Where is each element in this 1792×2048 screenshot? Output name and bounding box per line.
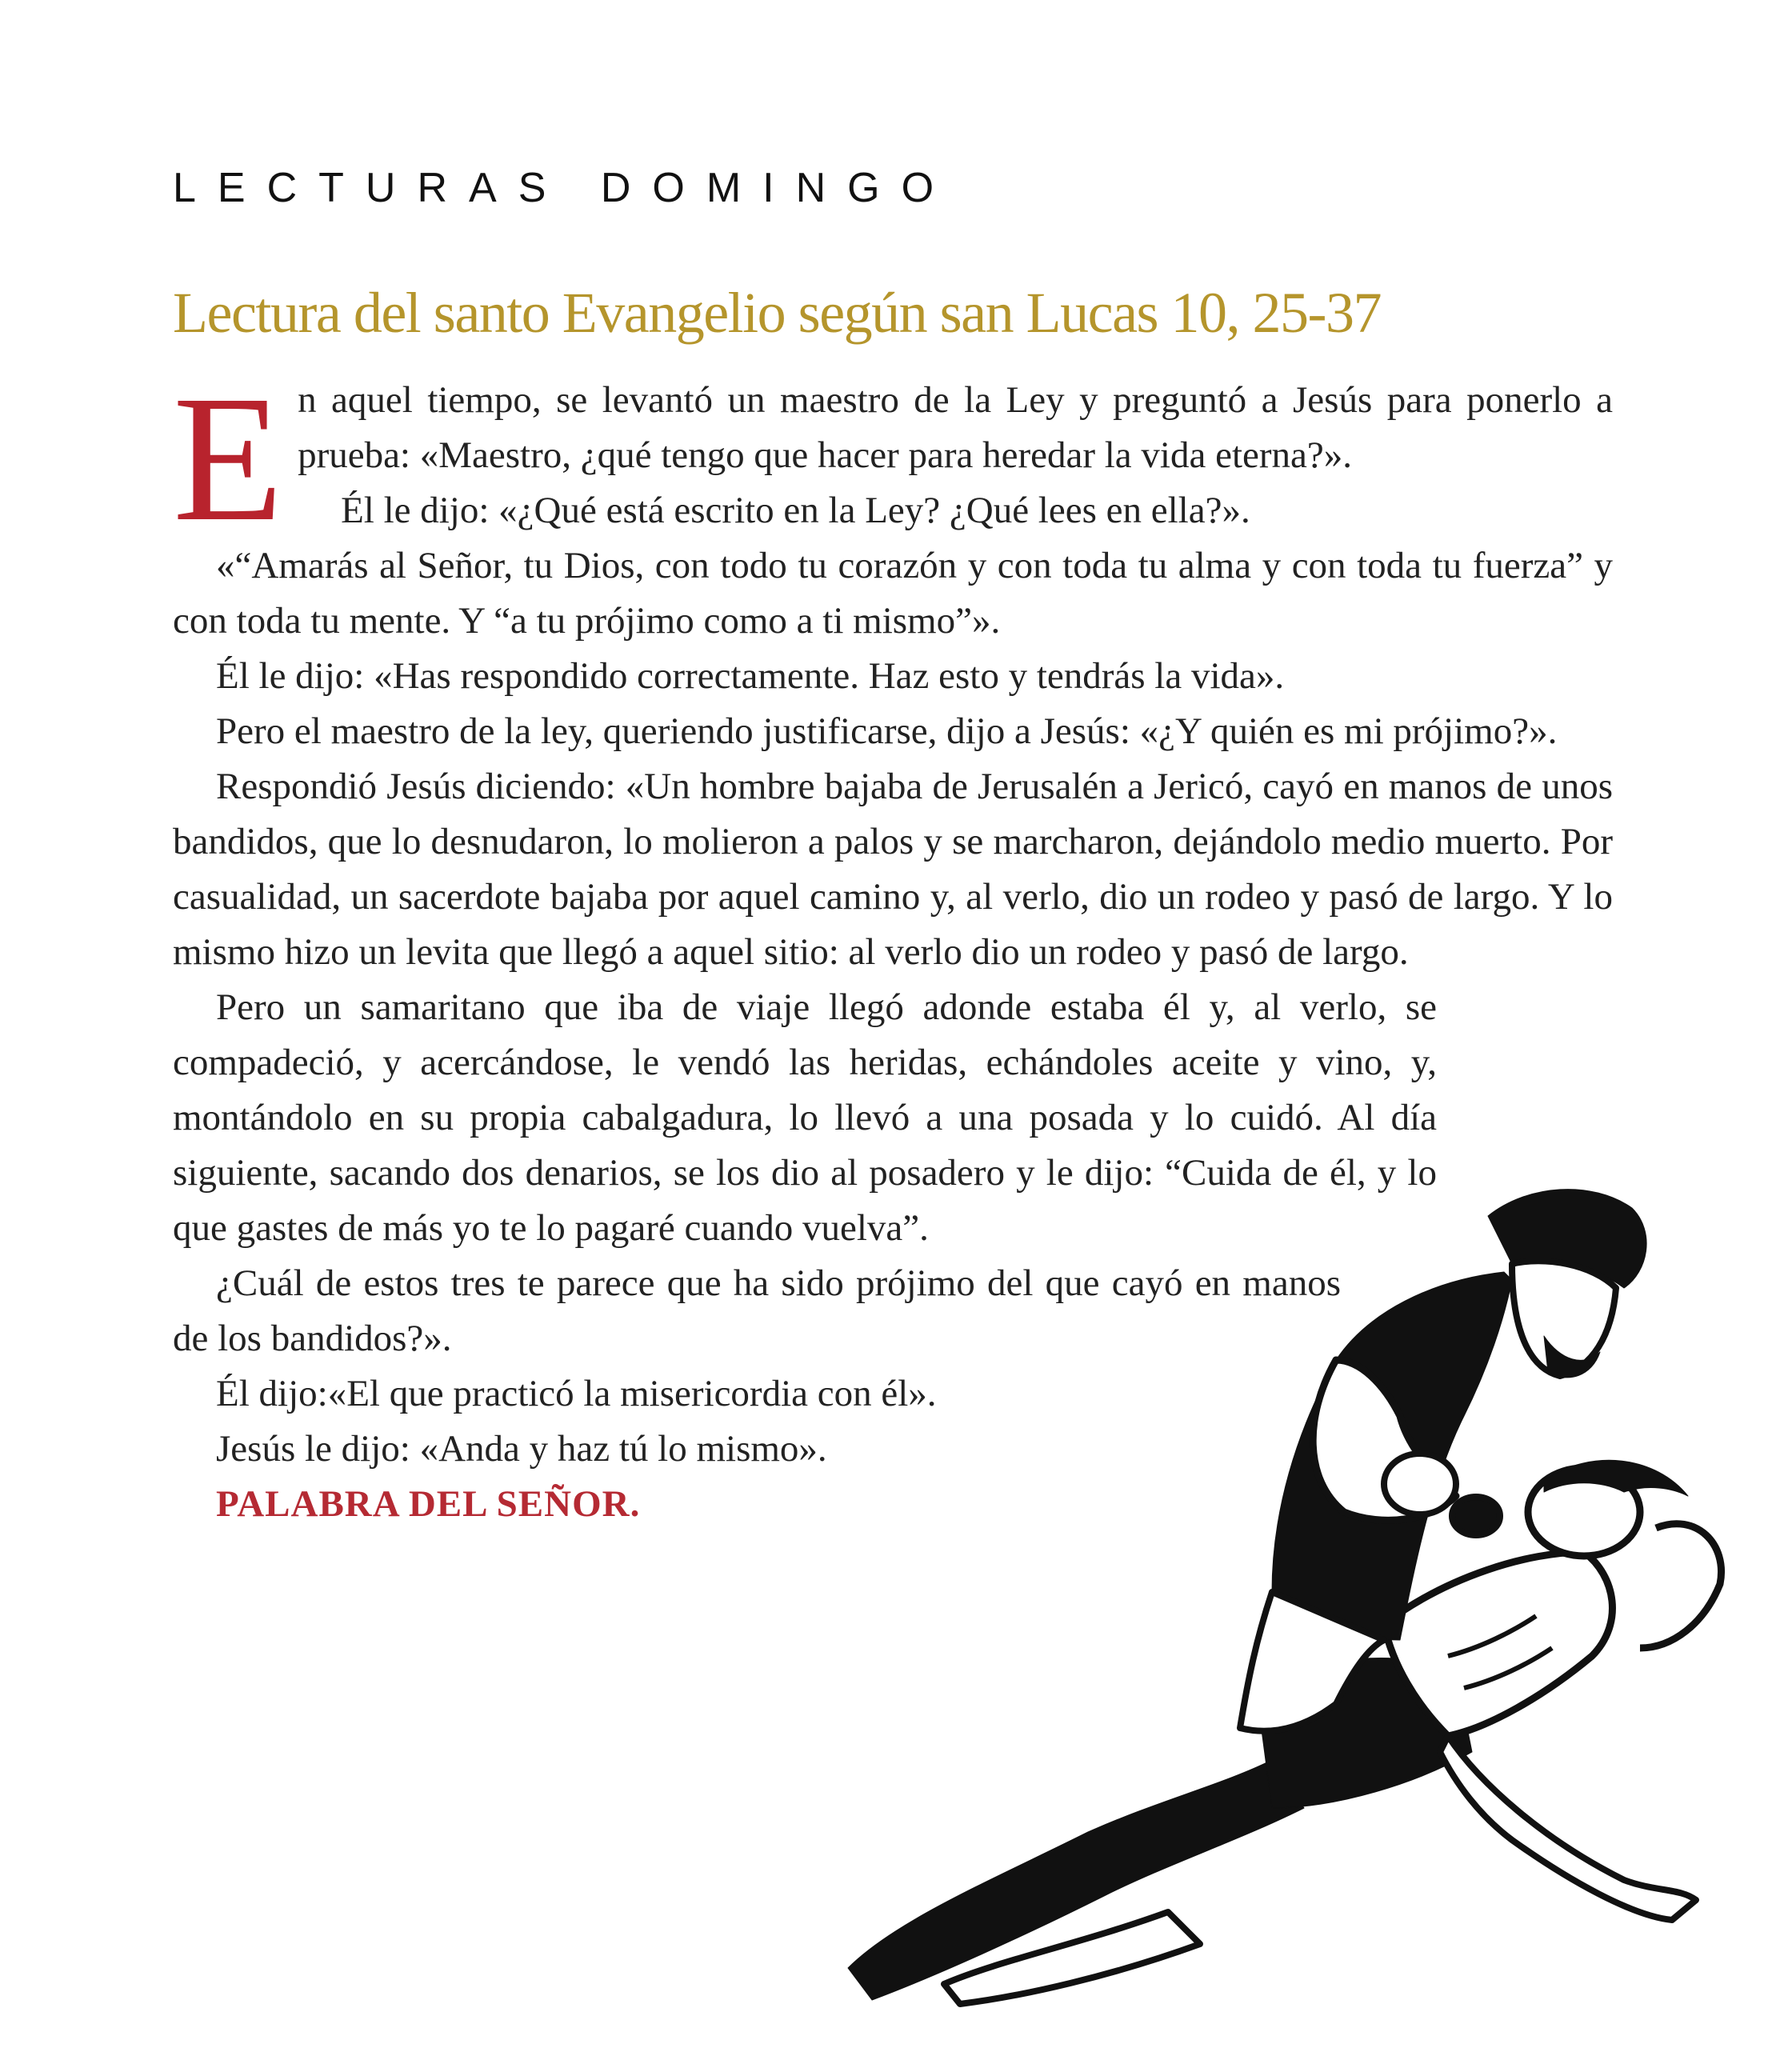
section-label: LECTURAS DOMINGO (173, 165, 956, 211)
paragraph-2: Él le dijo: «¿Qué está escrito en la Ley? ¿Qué lees en ella?». (341, 490, 1250, 531)
paragraph-3: «“Amarás al Señor, tu Dios, con todo tu corazón y con toda tu alma y con toda tu fuerza” y con toda tu mente. Y “a tu prójimo como a ti mismo”». (173, 545, 1613, 642)
drop-cap: E (173, 358, 284, 558)
reading-title: Lectura del santo Evangelio según san Lucas 10, 25-37 (173, 281, 1382, 345)
paragraph-9: Él dijo:«El que practicó la misericordia con él». (216, 1373, 937, 1414)
paragraph-6: Respondió Jesús diciendo: «Un hombre bajaba de Jerusalén a Jericó, cayó en manos de unos bandidos, que lo desnudaron, lo molieron a palos y se marcharon, dejándolo medio muerto. Por casualidad, un sacerdote bajaba por aquel camino y, al verlo, dio un rodeo y pasó de largo. Y lo mismo hizo un levita que llegó a aquel sitio: al verlo dio un rodeo y pasó de largo. (173, 766, 1613, 973)
closing-acclamation: PALABRA DEL SEÑOR. (216, 1483, 641, 1525)
paragraph-10: Jesús le dijo: «Anda y haz tú lo mismo». (216, 1428, 827, 1470)
paragraph-4: Él le dijo: «Has respondido correctamente. Haz esto y tendrás la vida». (216, 655, 1285, 697)
paragraph-5: Pero el maestro de la ley, queriendo justificarse, dijo a Jesús: «¿Y quién es mi prójimo?». (216, 710, 1558, 752)
paragraph-1-text: n aquel tiempo, se levantó un maestro de la Ley y preguntó a Jesús para ponerlo a prueba: «Maestro, ¿qué tengo que hacer para heredar la vida eterna?». (298, 379, 1613, 476)
paragraph-7: Pero un samaritano que iba de viaje llegó adonde estaba él y, al verlo, se compadeció, y acercándose, le vendó las heridas, echándoles aceite y vino, y, montándolo en su propia cabalgadura, lo llevó a una posada y lo cuidó. Al día siguiente, sacando dos denarios, se los dio al posadero y le dijo: “Cuida de él, y lo que gastes de más yo te lo pagaré cuando vuelva”. (173, 986, 1437, 1249)
good-samaritan-illustration (824, 1176, 1744, 2008)
paragraph-8: ¿Cuál de estos tres te parece que ha sido prójimo del que cayó en manos de los bandidos?». (173, 1262, 1341, 1359)
